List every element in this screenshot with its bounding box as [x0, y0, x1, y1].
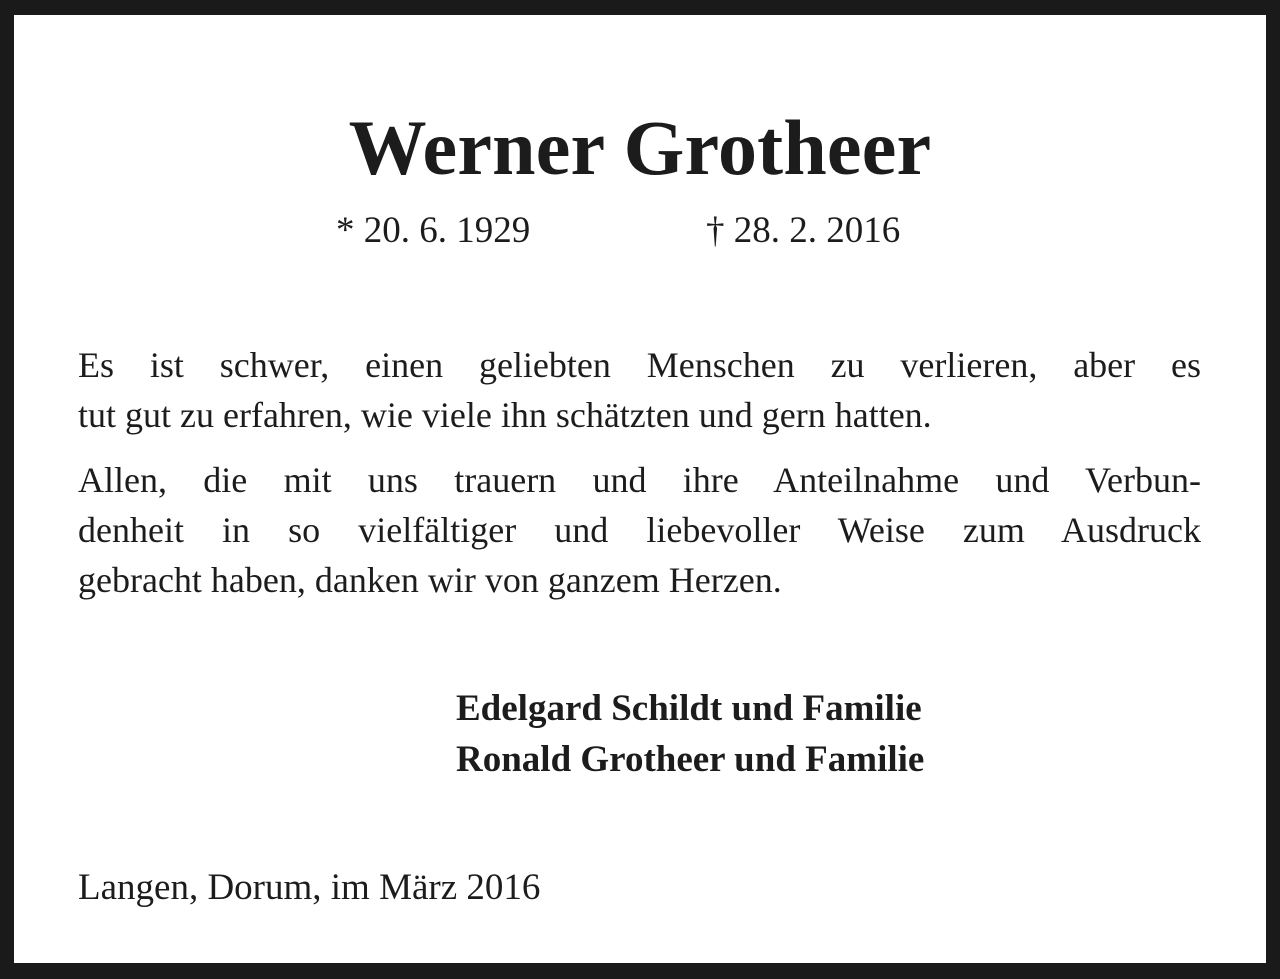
- signature-line: Ronald Grotheer und Familie: [456, 739, 925, 780]
- paragraph-line: gebracht haben, danken wir von ganzem Herzen.: [78, 560, 782, 600]
- paragraph-line: Es ist schwer, einen geliebten Menschen zu verlieren, aber es: [78, 345, 1201, 385]
- paragraph-line: Allen, die mit uns trauern und ihre Anteilnahme und Verbun-: [78, 460, 1201, 500]
- paragraph-line: denheit in so vielfältiger und liebevoller Weise zum Ausdruck: [78, 510, 1201, 550]
- place-and-date: Langen, Dorum, im März 2016: [78, 867, 541, 908]
- paragraph-line: tut gut zu erfahren, wie viele ihn schätzten und gern hatten.: [78, 395, 932, 435]
- signatures: [456, 683, 924, 785]
- gratitude-paragraph-2: [78, 455, 1201, 605]
- signature-line: Edelgard Schildt und Familie: [456, 688, 922, 729]
- gratitude-paragraph-1: [78, 340, 1201, 440]
- birth-date: * 20. 6. 1929: [336, 210, 531, 251]
- deceased-name: Werner Grotheer: [348, 104, 932, 191]
- death-date: † 28. 2. 2016: [706, 210, 901, 251]
